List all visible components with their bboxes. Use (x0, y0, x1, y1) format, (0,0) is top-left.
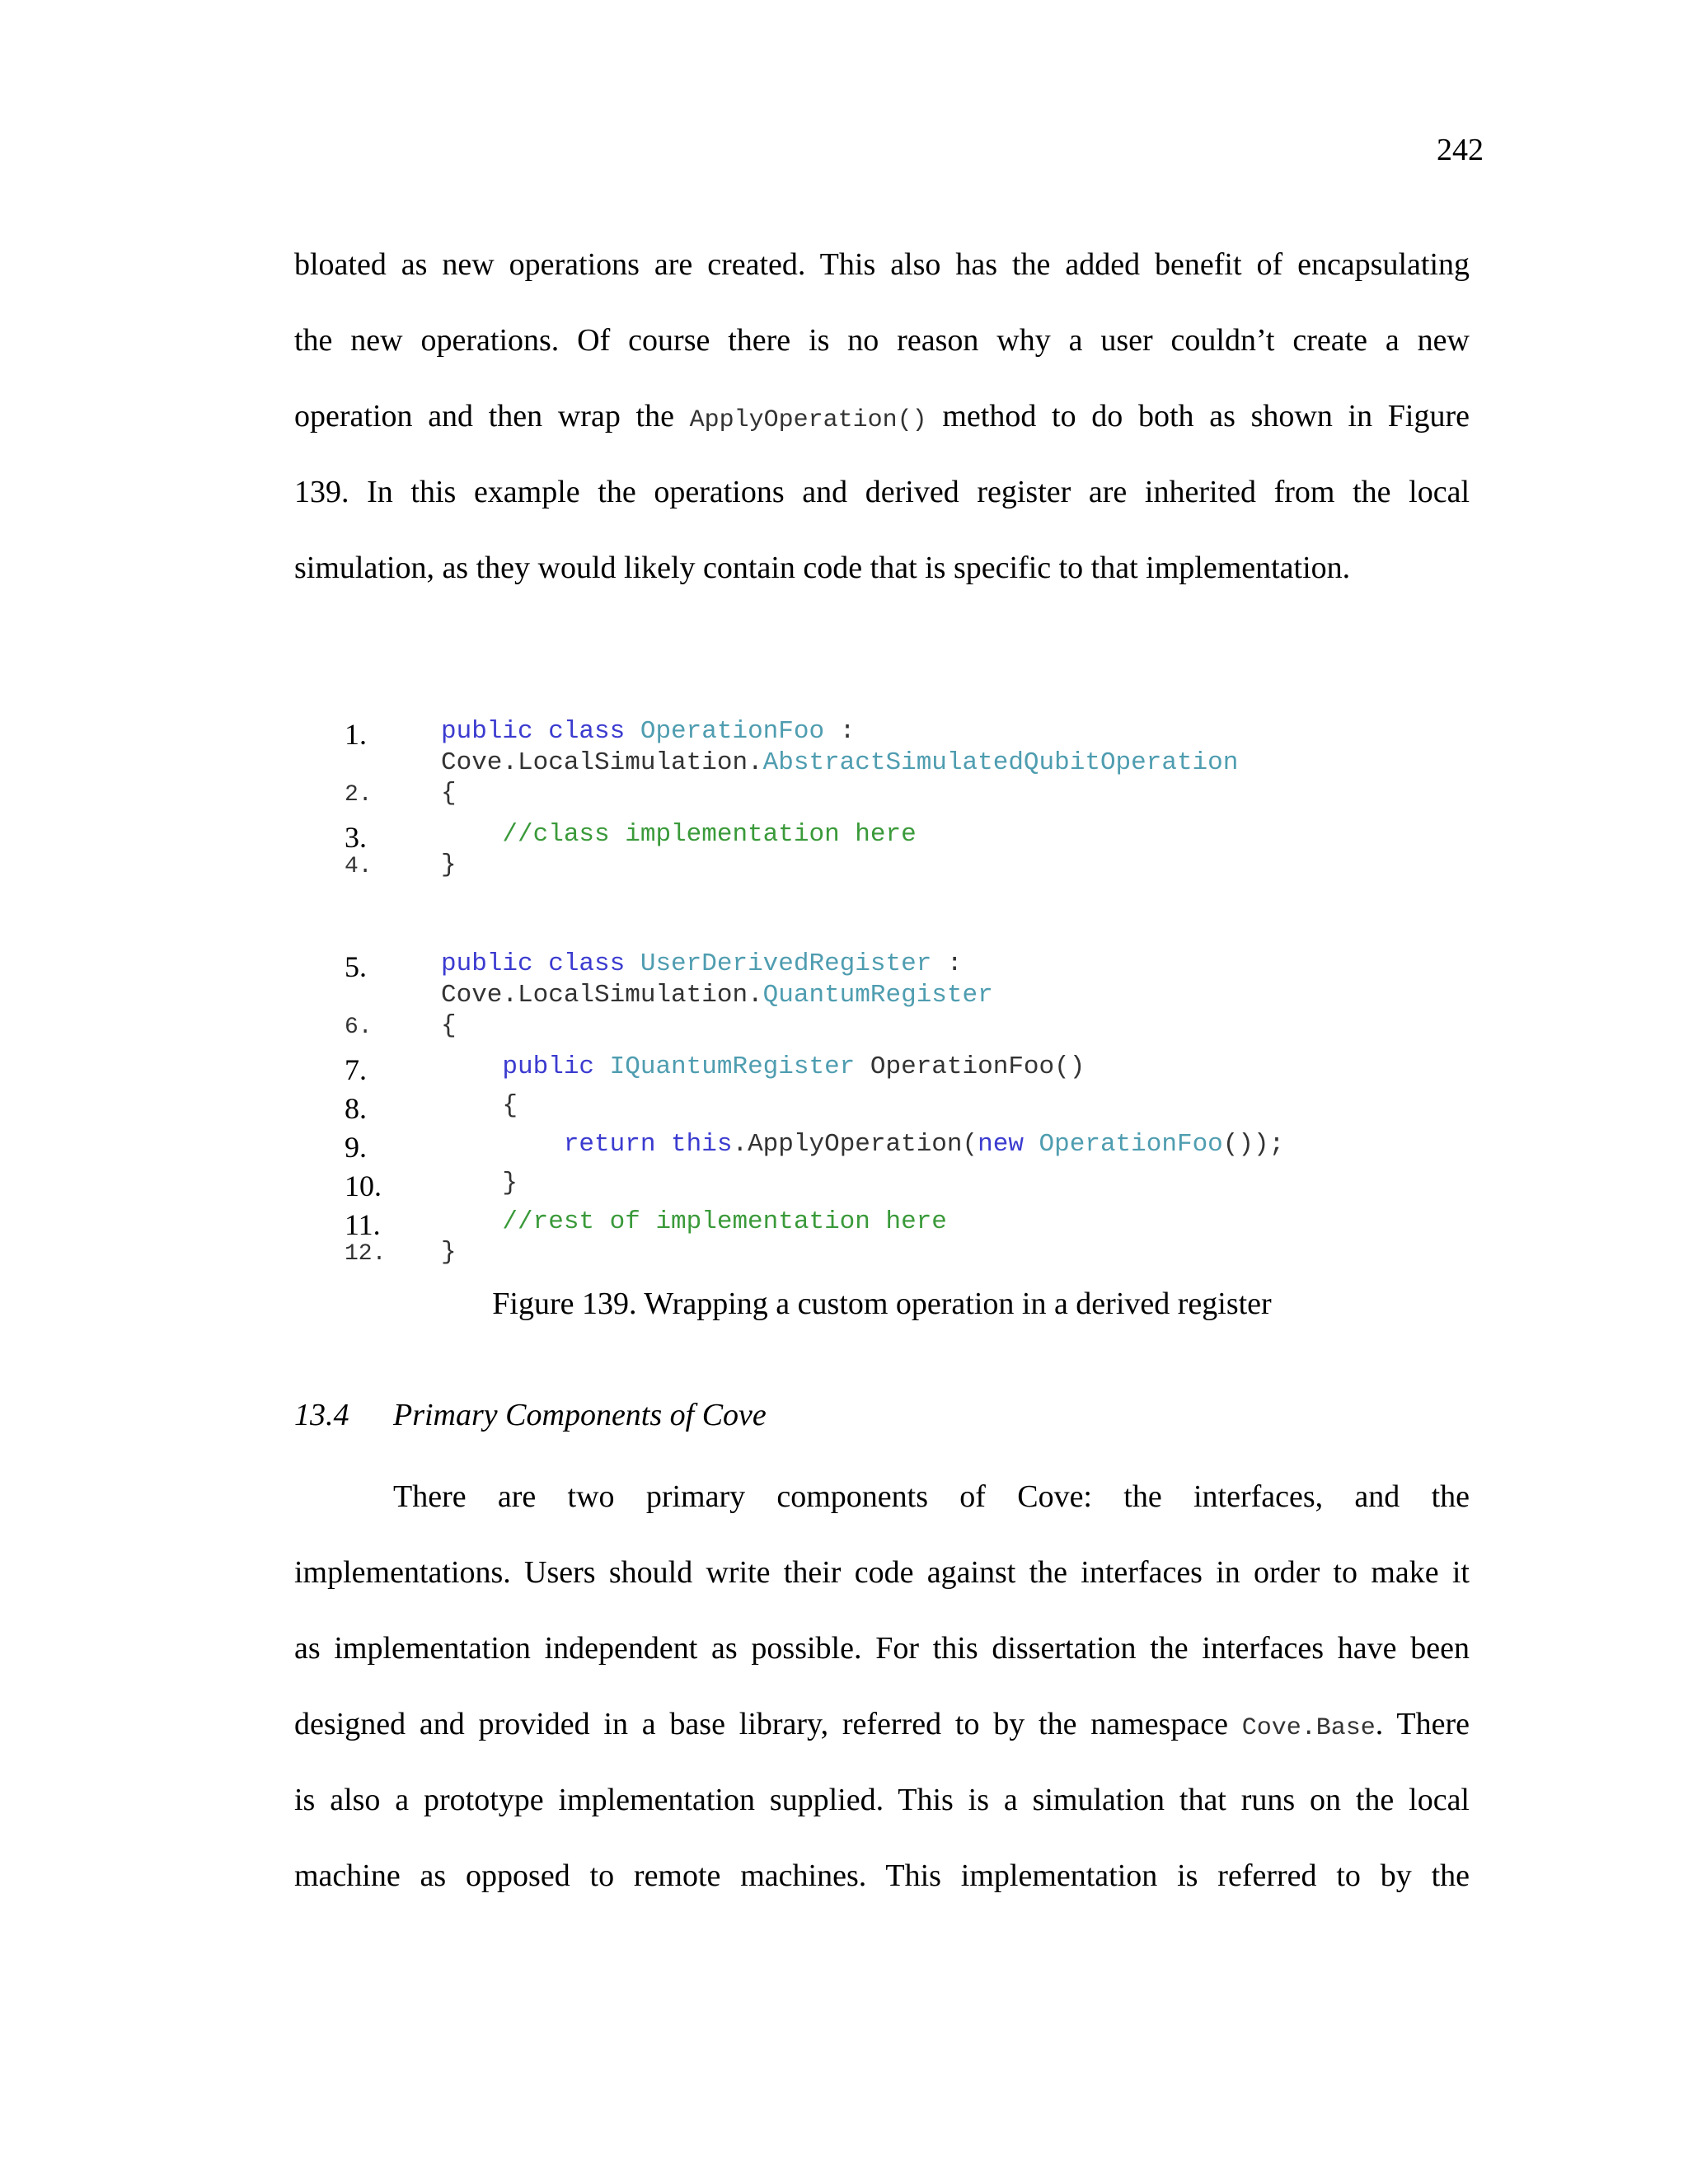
code-token: : (824, 717, 856, 746)
section-number: 13.4 (294, 1398, 349, 1432)
code-token: new (978, 1130, 1039, 1159)
paragraph-line: is also a prototype implementation supplied. This is a simulation that runs on the local (294, 1783, 1470, 1817)
paragraph-line: the new operations. Of course there is no reason why a user couldn’t create a new (294, 323, 1470, 358)
code-line-number: 2. (345, 782, 373, 808)
inline-code: Cove.Base (1241, 1714, 1376, 1742)
paragraph-line: as implementation independent as possible. For this dissertation the interfaces have been (294, 1631, 1470, 1666)
code-line-number: 10. (345, 1169, 382, 1202)
section-title: Primary Components of Cove (393, 1398, 767, 1432)
code-line-number: 3. (345, 821, 367, 854)
code-text (441, 1238, 457, 1267)
code-token: Cove.LocalSimulation. (441, 748, 763, 777)
code-text (441, 748, 1238, 777)
code-text (441, 1130, 1284, 1159)
paragraph-line (294, 378, 1470, 454)
code-token: .ApplyOperation( (732, 1130, 978, 1159)
code-line-number: 4. (345, 854, 373, 879)
text-span: designed and provided in a base library, referred to by the namespace (294, 1707, 1242, 1741)
code-token: OperationFoo (1039, 1130, 1223, 1159)
text-span: operation and then wrap the (294, 399, 690, 434)
code-text (441, 1091, 518, 1120)
code-token: QuantumRegister (762, 981, 993, 1010)
code-token: AbstractSimulatedQubitOperation (762, 748, 1239, 777)
code-token: } (441, 1238, 457, 1267)
code-text (441, 820, 917, 849)
code-text (441, 981, 993, 1010)
paragraph-line: 139. In this example the operations and derived register are inherited from the local (294, 475, 1470, 509)
paragraph-primary-components (294, 1459, 1470, 1914)
code-token: //rest of implementation here (441, 1207, 947, 1236)
code-token: public class (441, 717, 640, 746)
code-text (441, 1169, 518, 1197)
code-line-number: 9. (345, 1131, 367, 1164)
code-token: { (441, 1091, 518, 1120)
code-token: { (441, 1011, 457, 1040)
code-token: Cove.LocalSimulation. (441, 981, 763, 1010)
code-text (441, 1011, 457, 1040)
paragraph-line: simulation, as they would likely contain code that is specific to that implementation. (294, 551, 1351, 585)
code-text (441, 1207, 947, 1236)
code-token: //class implementation here (441, 820, 917, 849)
code-token: IQuantumRegister (609, 1052, 856, 1081)
section-heading (294, 1397, 767, 1433)
code-token: public class (441, 949, 640, 978)
code-line-number: 8. (345, 1092, 367, 1125)
code-text (441, 949, 963, 978)
code-text (441, 1052, 1085, 1081)
figure-caption: Figure 139. Wrapping a custom operation in a derived register (492, 1286, 1272, 1321)
code-line-number: 5. (345, 950, 367, 983)
code-line-number: 7. (345, 1053, 367, 1086)
code-line-number: 12. (345, 1241, 387, 1267)
paragraph-intro (294, 227, 1470, 606)
code-text (441, 717, 855, 746)
paragraph-line: implementations. Users should write their code against the interfaces in order to make it (294, 1555, 1470, 1590)
text-span: method to do both as shown in Figure (926, 399, 1470, 434)
code-token: OperationFoo() (855, 1052, 1085, 1081)
code-line-number: 1. (345, 718, 367, 751)
code-token: : (931, 949, 963, 978)
paragraph-line (294, 1686, 1470, 1762)
code-line-number: 6. (345, 1015, 373, 1040)
code-token: public (441, 1052, 610, 1081)
code-token: UserDerivedRegister (640, 949, 932, 978)
code-token: ()); (1222, 1130, 1285, 1159)
code-token: { (441, 779, 457, 808)
page-number: 242 (1437, 133, 1484, 167)
code-line-number: 11. (345, 1208, 381, 1241)
code-text (441, 779, 457, 808)
paragraph-line: There are two primary components of Cove: the interfaces, and the (393, 1479, 1470, 1514)
code-text (441, 851, 457, 879)
code-token: } (441, 851, 457, 879)
paragraph-line: bloated as new operations are created. This also has the added benefit of encapsulating (294, 247, 1470, 282)
paragraph-line: machine as opposed to remote machines. This implementation is referred to by the (294, 1858, 1470, 1893)
code-token: OperationFoo (640, 717, 825, 746)
code-token: return this (441, 1130, 733, 1159)
inline-code: ApplyOperation() (689, 406, 927, 434)
text-span: . There (1375, 1707, 1470, 1741)
code-token: } (441, 1169, 518, 1197)
